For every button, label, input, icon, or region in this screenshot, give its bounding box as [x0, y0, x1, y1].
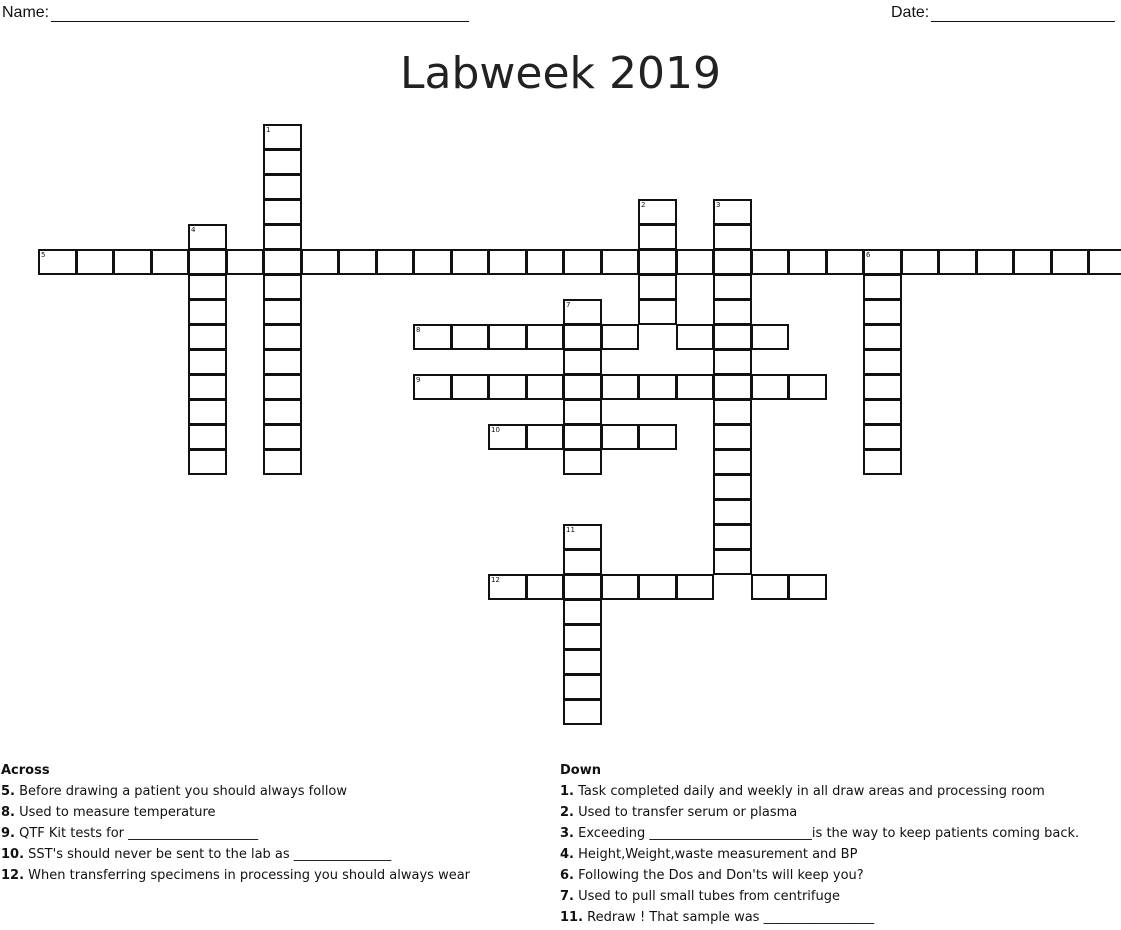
- grid-cell[interactable]: [338, 249, 377, 275]
- clue-text: Task completed daily and weekly in all draw areas and processing room: [578, 784, 1045, 799]
- grid-cell[interactable]: [263, 274, 302, 300]
- grid-cell[interactable]: [563, 249, 602, 275]
- grid-cell[interactable]: [188, 449, 227, 475]
- clue-number: 9.: [1, 826, 15, 841]
- grid-cell[interactable]: [263, 449, 302, 475]
- grid-cell[interactable]: [863, 274, 902, 300]
- down-clue-list: [560, 781, 1120, 928]
- grid-cell[interactable]: [563, 674, 602, 700]
- clue-number: 11.: [560, 910, 584, 925]
- clue-number: 3.: [560, 826, 574, 841]
- grid-cell[interactable]: [976, 249, 1015, 275]
- clue-down: [560, 781, 1120, 802]
- cell-number: 10: [491, 426, 500, 434]
- grid-cell[interactable]: [713, 549, 752, 575]
- grid-cell[interactable]: [263, 224, 302, 250]
- grid-cell[interactable]: [1013, 249, 1052, 275]
- grid-cell[interactable]: [263, 324, 302, 350]
- grid-cell[interactable]: [263, 399, 302, 425]
- grid-cell[interactable]: [563, 574, 602, 600]
- grid-cell[interactable]: [676, 324, 715, 350]
- clue-down: [560, 844, 1120, 865]
- across-clues: [1, 762, 541, 886]
- cell-number: 12: [491, 576, 500, 584]
- grid-cell[interactable]: [563, 424, 602, 450]
- clue-text: Used to pull small tubes from centrifuge: [578, 889, 840, 904]
- grid-cell[interactable]: [601, 249, 640, 275]
- grid-cell[interactable]: [901, 249, 940, 275]
- grid-cell[interactable]: [751, 574, 790, 600]
- grid-cell[interactable]: [526, 374, 565, 400]
- clue-text: Before drawing a patient you should always follow: [19, 784, 348, 799]
- grid-cell[interactable]: [151, 249, 190, 275]
- grid-cell[interactable]: [188, 299, 227, 325]
- grid-cell[interactable]: [863, 449, 902, 475]
- grid-cell[interactable]: [526, 424, 565, 450]
- clue-down: [560, 865, 1120, 886]
- grid-cell[interactable]: [751, 374, 790, 400]
- clue-number: 6.: [560, 868, 574, 883]
- grid-cell[interactable]: [263, 424, 302, 450]
- cell-number: 2: [641, 201, 646, 209]
- grid-cell[interactable]: [526, 574, 565, 600]
- grid-cell[interactable]: [451, 374, 490, 400]
- clue-text: SST's should never be sent to the lab as _______________: [28, 847, 392, 862]
- grid-cell[interactable]: [488, 249, 527, 275]
- clue-across: [1, 781, 541, 802]
- clue-text: Used to measure temperature: [19, 805, 216, 820]
- clue-text: Following the Dos and Don'ts will keep you?: [578, 868, 864, 883]
- grid-cell[interactable]: [601, 374, 640, 400]
- grid-cell[interactable]: [638, 374, 677, 400]
- clue-across: [1, 865, 541, 886]
- grid-cell[interactable]: [638, 424, 677, 450]
- grid-cell[interactable]: [863, 399, 902, 425]
- grid-cell[interactable]: [601, 324, 640, 350]
- grid-cell[interactable]: [301, 249, 340, 275]
- grid-cell[interactable]: [451, 324, 490, 350]
- grid-cell[interactable]: [263, 249, 302, 275]
- grid-cell[interactable]: [563, 549, 602, 575]
- cell-number: 11: [566, 526, 575, 534]
- grid-cell[interactable]: [563, 324, 602, 350]
- grid-cell[interactable]: [263, 199, 302, 225]
- grid-cell[interactable]: [563, 349, 602, 375]
- grid-cell[interactable]: [713, 249, 752, 275]
- grid-cell[interactable]: [188, 424, 227, 450]
- grid-cell[interactable]: [863, 299, 902, 325]
- grid-cell[interactable]: [376, 249, 415, 275]
- clue-across: [1, 802, 541, 823]
- cell-number: 6: [866, 251, 871, 259]
- grid-cell[interactable]: [563, 374, 602, 400]
- clue-down: [560, 907, 1120, 928]
- grid-cell[interactable]: [76, 249, 115, 275]
- grid-cell[interactable]: [601, 424, 640, 450]
- grid-cell[interactable]: [263, 299, 302, 325]
- grid-cell[interactable]: [676, 574, 715, 600]
- grid-cell[interactable]: [188, 399, 227, 425]
- grid-cell[interactable]: [563, 699, 602, 725]
- grid-cell[interactable]: [788, 574, 827, 600]
- cell-number: 7: [566, 301, 571, 309]
- grid-cell[interactable]: [638, 224, 677, 250]
- grid-cell[interactable]: [1088, 249, 1121, 275]
- grid-cell[interactable]: [713, 299, 752, 325]
- grid-cell[interactable]: [263, 374, 302, 400]
- grid-cell[interactable]: [713, 499, 752, 525]
- grid-cell[interactable]: [188, 274, 227, 300]
- clue-down: [560, 823, 1120, 844]
- grid-cell[interactable]: [1051, 249, 1090, 275]
- grid-cell[interactable]: [863, 424, 902, 450]
- clue-text: QTF Kit tests for ____________________: [19, 826, 259, 841]
- grid-cell[interactable]: [713, 449, 752, 475]
- grid-cell[interactable]: [601, 574, 640, 600]
- clue-down: [560, 886, 1120, 907]
- clue-across: [1, 823, 541, 844]
- grid-cell[interactable]: [113, 249, 152, 275]
- clue-number: 1.: [560, 784, 574, 799]
- clue-text: Redraw ! That sample was _________________: [587, 910, 875, 925]
- grid-cell[interactable]: [563, 399, 602, 425]
- grid-cell[interactable]: [713, 524, 752, 550]
- grid-cell[interactable]: [263, 149, 302, 175]
- down-clues: [560, 762, 1120, 928]
- grid-cell[interactable]: [938, 249, 977, 275]
- grid-cell[interactable]: [451, 249, 490, 275]
- cell-number: 5: [41, 251, 46, 259]
- clue-number: 7.: [560, 889, 574, 904]
- grid-cell[interactable]: [263, 349, 302, 375]
- cell-number: 1: [266, 126, 271, 134]
- grid-cell[interactable]: [751, 324, 790, 350]
- cell-number: 4: [191, 226, 196, 234]
- name-label: Name:: [2, 4, 50, 21]
- grid-cell[interactable]: [226, 249, 265, 275]
- grid-cell[interactable]: [863, 374, 902, 400]
- across-clue-list: [1, 781, 541, 886]
- grid-cell[interactable]: [563, 649, 602, 675]
- grid-cell[interactable]: [563, 449, 602, 475]
- clue-number: 10.: [1, 847, 25, 862]
- grid-cell[interactable]: [563, 624, 602, 650]
- clue-text: Used to transfer serum or plasma: [578, 805, 798, 820]
- clue-number: 5.: [1, 784, 15, 799]
- across-heading: Across: [1, 763, 50, 778]
- grid-cell[interactable]: [413, 249, 452, 275]
- grid-cell[interactable]: [713, 374, 752, 400]
- grid-cell[interactable]: [676, 374, 715, 400]
- clue-down: [560, 802, 1120, 823]
- grid-cell[interactable]: [638, 299, 677, 325]
- grid-cell[interactable]: [826, 249, 865, 275]
- grid-cell[interactable]: [713, 399, 752, 425]
- grid-cell[interactable]: [188, 249, 227, 275]
- grid-cell[interactable]: [638, 249, 677, 275]
- down-heading: Down: [560, 763, 601, 778]
- cell-number: 9: [416, 376, 421, 384]
- cell-number: 8: [416, 326, 421, 334]
- grid-cell[interactable]: [526, 324, 565, 350]
- grid-cell[interactable]: [863, 349, 902, 375]
- grid-cell[interactable]: [638, 274, 677, 300]
- grid-cell[interactable]: [713, 474, 752, 500]
- grid-cell[interactable]: [263, 174, 302, 200]
- grid-cell[interactable]: [713, 274, 752, 300]
- grid-cell[interactable]: [488, 374, 527, 400]
- grid-cell[interactable]: [638, 574, 677, 600]
- grid-cell[interactable]: [713, 349, 752, 375]
- clue-number: 2.: [560, 805, 574, 820]
- clue-text: When transferring specimens in processing you should always wear: [28, 868, 471, 883]
- grid-cell[interactable]: [676, 249, 715, 275]
- grid-cell[interactable]: [188, 374, 227, 400]
- clue-text: Height,Weight,waste measurement and BP: [578, 847, 858, 862]
- clue-text: Exceeding _________________________is the way to keep patients coming back.: [578, 826, 1080, 841]
- grid-cell[interactable]: [788, 249, 827, 275]
- cell-number: 3: [716, 201, 721, 209]
- grid-cell[interactable]: [863, 324, 902, 350]
- clue-number: 12.: [1, 868, 25, 883]
- clue-number: 4.: [560, 847, 574, 862]
- clue-number: 8.: [1, 805, 15, 820]
- grid-cell[interactable]: [713, 424, 752, 450]
- grid-cell[interactable]: [188, 324, 227, 350]
- grid-cell[interactable]: [488, 324, 527, 350]
- grid-cell[interactable]: [713, 324, 752, 350]
- grid-cell[interactable]: [563, 599, 602, 625]
- page-title: Labweek 2019: [400, 48, 721, 99]
- clue-across: [1, 844, 541, 865]
- date-label: Date:: [891, 4, 930, 21]
- grid-cell[interactable]: [713, 224, 752, 250]
- grid-cell[interactable]: [788, 374, 827, 400]
- grid-cell[interactable]: [188, 349, 227, 375]
- grid-cell[interactable]: [526, 249, 565, 275]
- grid-cell[interactable]: [751, 249, 790, 275]
